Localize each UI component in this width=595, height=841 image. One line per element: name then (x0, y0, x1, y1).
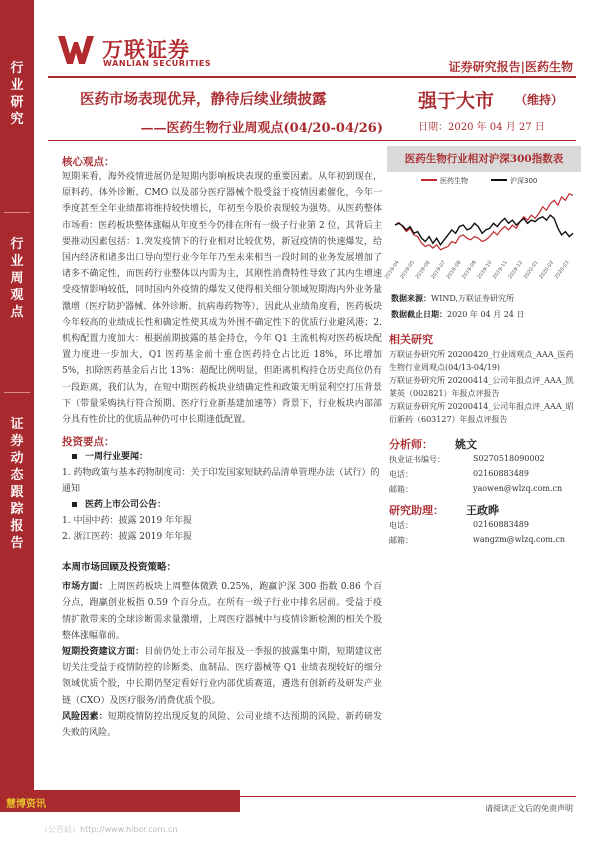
sidebar-label-industry-research: 行业研究 (10, 61, 24, 127)
email-value[interactable]: yaowen@wlzq.com.cn (473, 484, 563, 493)
company-notice-bullet (62, 497, 382, 513)
email-label: 邮箱： (389, 536, 413, 545)
data-cutoff-value: 2020 年 04 月 24 日 (447, 310, 525, 319)
wanlian-logo-icon (58, 36, 94, 64)
related-research-item[interactable]: 万联证券研究所 20200414_公司年报点评_AAA_昭衍新药（603127）年报点评报告 (389, 402, 574, 424)
market-review-heading: 本周市场回顾及投资策略： (62, 562, 177, 574)
header-divider (48, 76, 576, 78)
data-source-label: 数据来源： (391, 293, 431, 303)
legend-label-1: 沪深300 (510, 177, 538, 185)
x-tick-label: 2019-10 (476, 259, 494, 281)
report-title: 医药市场表现优异，静待后续业绩披露 (80, 91, 327, 108)
assistant-heading (389, 502, 499, 518)
logo-chinese-name: 万联证券 (102, 38, 190, 62)
title-divider (48, 140, 576, 141)
report-type-label: 证券研究报告|医药生物 (448, 60, 573, 74)
assistant-label: 研究助理： (389, 504, 444, 517)
relative-index-chart (383, 146, 581, 288)
x-tick-label: 2019-12 (507, 259, 525, 281)
related-research-item[interactable]: 万联证券研究所 20200420_行业周观点_AAA_医药生物行业周观点(04/13-04/19) (389, 350, 574, 372)
company-notice-item: 2. 浙江医药：披露 2019 年年报 (62, 532, 193, 543)
market-paragraph (62, 579, 382, 644)
phone-value: 02160883489 (473, 469, 529, 478)
footer-watermark: （公告站）http://www.hibor.com.cn (40, 825, 178, 834)
phone-label: 电话： (389, 521, 413, 530)
legend-label-0: 医药生物 (440, 177, 468, 185)
x-tick-label: 2020-02 (538, 259, 556, 281)
email-value[interactable]: wangzm@wlzq.com.cn (473, 535, 566, 544)
strategy-lead: 短期投资建议方面： (62, 647, 145, 658)
related-research-heading: 相关研究 (389, 333, 433, 346)
data-source-value: WIND,万联证券研究所 (431, 294, 515, 303)
sidebar-label-dynamic-tracking: 证券动态跟踪报告 (10, 417, 24, 551)
cert-label: 执业证书编号： (389, 455, 445, 464)
x-tick-label: 2019-08 (445, 259, 463, 281)
x-tick-label: 2020-01 (522, 259, 540, 281)
footer-stamp: 慧博资讯 (6, 799, 46, 810)
bullet-square-icon (72, 502, 77, 507)
x-tick-label: 2019-09 (461, 259, 478, 281)
disclaimer-note: 请阅读正文后的免责声明 (485, 804, 573, 813)
analyst-heading (389, 436, 477, 452)
strategy-text: 目前仍处上市公司年报及一季报的披露集中期，短期建议密切关注受益于疫情防控的诊断类、血制品、医疗器械等 Q1 业绩表现较好的细分领域优质个股，中长期仍坚定看好行业内部优质赛道，遴选有创新药及研发产业链（CXO）及医疗服务/消费优质个股。 (62, 647, 382, 706)
bullet-square-icon (72, 454, 77, 459)
series-line-0 (395, 194, 573, 250)
analyst-name: 姚文 (455, 438, 477, 451)
report-subtitle: ——医药生物行业周观点(04/20-04/26) (140, 121, 383, 136)
analyst-phone (389, 469, 529, 480)
email-label: 邮箱： (389, 485, 413, 494)
sidebar-divider (4, 392, 30, 393)
chart-plot (383, 172, 581, 288)
strategy-paragraph (62, 644, 382, 709)
x-tick-label: 2019-06 (414, 259, 432, 281)
x-tick-label: 2019-07 (430, 259, 448, 281)
rating-note: （维持） (515, 93, 564, 107)
assistant-name: 王政晔 (466, 504, 499, 517)
left-sidebar (0, 0, 34, 790)
risk-paragraph (62, 709, 382, 741)
risk-lead: 风险因素： (62, 711, 108, 722)
analyst-label: 分析师： (389, 438, 433, 451)
footer-divider (48, 796, 576, 797)
x-tick-label: 2019-11 (491, 259, 509, 281)
data-source (391, 293, 514, 304)
company-notice-label: 医药上市公司公告： (85, 500, 167, 511)
assistant-phone (389, 520, 529, 531)
main-column (62, 150, 382, 741)
rating-label: 强于大市 (418, 90, 495, 112)
x-tick-label: 2019-04 (383, 259, 401, 281)
sidebar-label-weekly-view: 行业周观点 (10, 237, 24, 320)
phone-value: 02160883489 (473, 520, 529, 529)
report-date: 日期：2020 年 04 月 27 日 (418, 122, 545, 133)
logo-english-name: WANLIAN SECURITIES (103, 59, 212, 68)
weekly-news-label: 一周行业要闻： (85, 452, 149, 463)
investment-points-heading: 投资要点： (62, 436, 115, 449)
cert-value: S0270518090002 (473, 454, 545, 463)
market-text: 上周医药板块上周整体微跌 0.25%，跑赢沪深 300 指数 0.86 个百分点，跑赢创业板指 0.59 个百分点。在所有一级子行业中排名居前。受益于疫情扩散带来的全球诊断需求量激增，上周医疗器械中与疫情诊断检测的相关个股整体涨幅靠前。 (62, 582, 382, 641)
weekly-news-bullet (62, 449, 382, 465)
data-cutoff-label: 数据截止日期： (391, 309, 447, 319)
core-view-heading: 核心观点： (62, 156, 115, 168)
assistant-email (389, 535, 566, 546)
risk-text: 短期疫情防控出现反复的风险、公司业绩不达预期的风险、新药研发失败的风险。 (62, 711, 382, 739)
x-tick-label: 2019-05 (399, 259, 417, 281)
data-cutoff-date (391, 309, 524, 320)
chart-title: 医药生物行业相对沪深300指数表 (387, 146, 581, 172)
phone-label: 电话： (389, 470, 413, 479)
weekly-news-item: 1. 药物政策与基本药物制度司：关于印发国家短缺药品清单管理办法（试行）的通知 (62, 468, 380, 495)
market-lead: 市场方面： (62, 582, 108, 593)
sidebar-divider (4, 212, 30, 213)
x-tick-label: 2020-03 (553, 259, 571, 281)
analyst-email (389, 484, 563, 495)
company-notice-item: 1. 中国中药：披露 2019 年年报 (62, 516, 193, 527)
core-view-paragraph: 短期来看，海外疫情进展仍是短期内影响板块表现的重要因素。从年初到现在，原料药、体外诊断、CMO 以及部分医疗器械个股受益于疫情因素催化，今年一季度甚至全年业绩都将维持较快增长，年初至今股价表现较为强势。从医药整体市场看：医药板块整体涨幅从年度至今仍排在所有一级子行业第 2 位，其背后主要推动因素包括：1.突发疫情下的行业相对比较优势，新冠疫情的快速爆发，给国内经济和诸多出口导向型行业今年年乃至未来相当一段时间的业务发展增加了诸多不确定性，而医药行业整体以内需为主，其刚性消费特性导致了其内生增速受疫情影响较低，同时国内外疫情的爆发又使得相关细分领域短期海内外业务量激增（医疗防护器械、体外诊断、抗病毒药物等），因此从业绩角度看，医药板块今年较高的业绩成长性和确定性使其成为外围不确定性下的优质行业避风港；2.机构配置力度加大：根据前期披露的基金持仓，今年 Q1 主流机构对医药板块配置力度进一步加大，Q1 医药基金前十重仓医药持仓占比近 18%，环比增加 5%，扣除医药基金后占比 13%：超配比例明显，但距离机构持仓历史高位仍有一段距离，我们认为，在短中期医药板块业绩确定性和政策无明显利空打压背景下（带量采购执行符合预期、医疗行业新基建加速等）背景下，行业板块内部部分具有性价比的优质品种仍可中长期逢低配置。 (62, 172, 382, 426)
analyst-cert (389, 454, 545, 465)
related-research-item[interactable]: 万联证券研究所 20200414_公司年报点评_AAA_凯莱英（002821）年报点评报告 (389, 376, 574, 398)
related-research-list (389, 348, 577, 426)
